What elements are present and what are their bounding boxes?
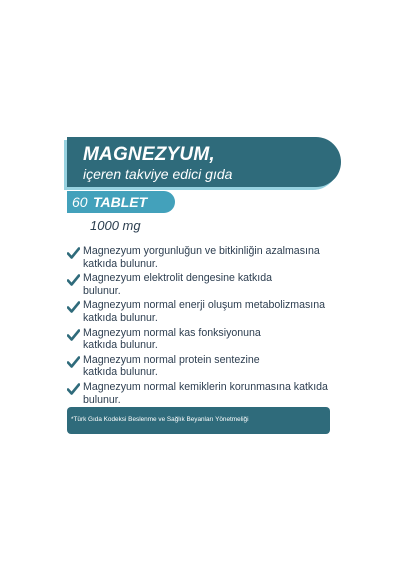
claim-item [67, 327, 367, 352]
claim-text: Magnezyum yorgunluğun ve bitkinliğin azalmasına [83, 245, 320, 257]
product-subtitle: içeren takviye edici gıda [83, 166, 233, 182]
claim-text-cont: bulunur. [83, 393, 121, 406]
claim-text-cont: katkıda bulunur. [83, 257, 158, 270]
claim-text: Magnezyum normal kemiklerin korunmasına katkıda [83, 380, 328, 393]
tablet-count-unit: TABLET [93, 194, 148, 210]
checkmark-icon [67, 247, 80, 259]
checkmark-icon [67, 329, 80, 341]
claim-text-cont: katkıda bulunur. [83, 311, 158, 324]
claim-item [67, 299, 367, 324]
claim-text-cont: katkıda bulunur. [83, 339, 158, 352]
claim-item [67, 354, 367, 379]
health-claims-list [67, 245, 367, 408]
claim-item [67, 381, 367, 406]
dose-text: 1000 mg [90, 218, 141, 233]
checkmark-icon [67, 356, 80, 368]
checkmark-icon [67, 274, 80, 286]
claim-text: Magnezyum normal kas fonksiyonuna [83, 326, 261, 339]
claim-text-cont: bulunur. [83, 284, 121, 297]
product-title: MAGNEZYUM, [83, 144, 215, 165]
footnote-text: *Türk Gıda Kodeksi Beslenme ve Sağlık Beyanları Yönetmeliği [71, 416, 249, 423]
claim-text: Magnezyum normal protein sentezine [83, 353, 260, 366]
claim-text: Magnezyum normal enerji oluşum metabolizmasına [83, 299, 325, 312]
claim-text: Magnezyum elektrolit dengesine katkıda [83, 272, 273, 285]
claim-item [67, 272, 367, 297]
checkmark-icon [67, 301, 80, 313]
claim-item [67, 245, 367, 270]
tablet-count-number: 60 [72, 194, 88, 210]
checkmark-icon [67, 383, 80, 395]
claim-text-cont: katkıda bulunur. [83, 366, 158, 379]
